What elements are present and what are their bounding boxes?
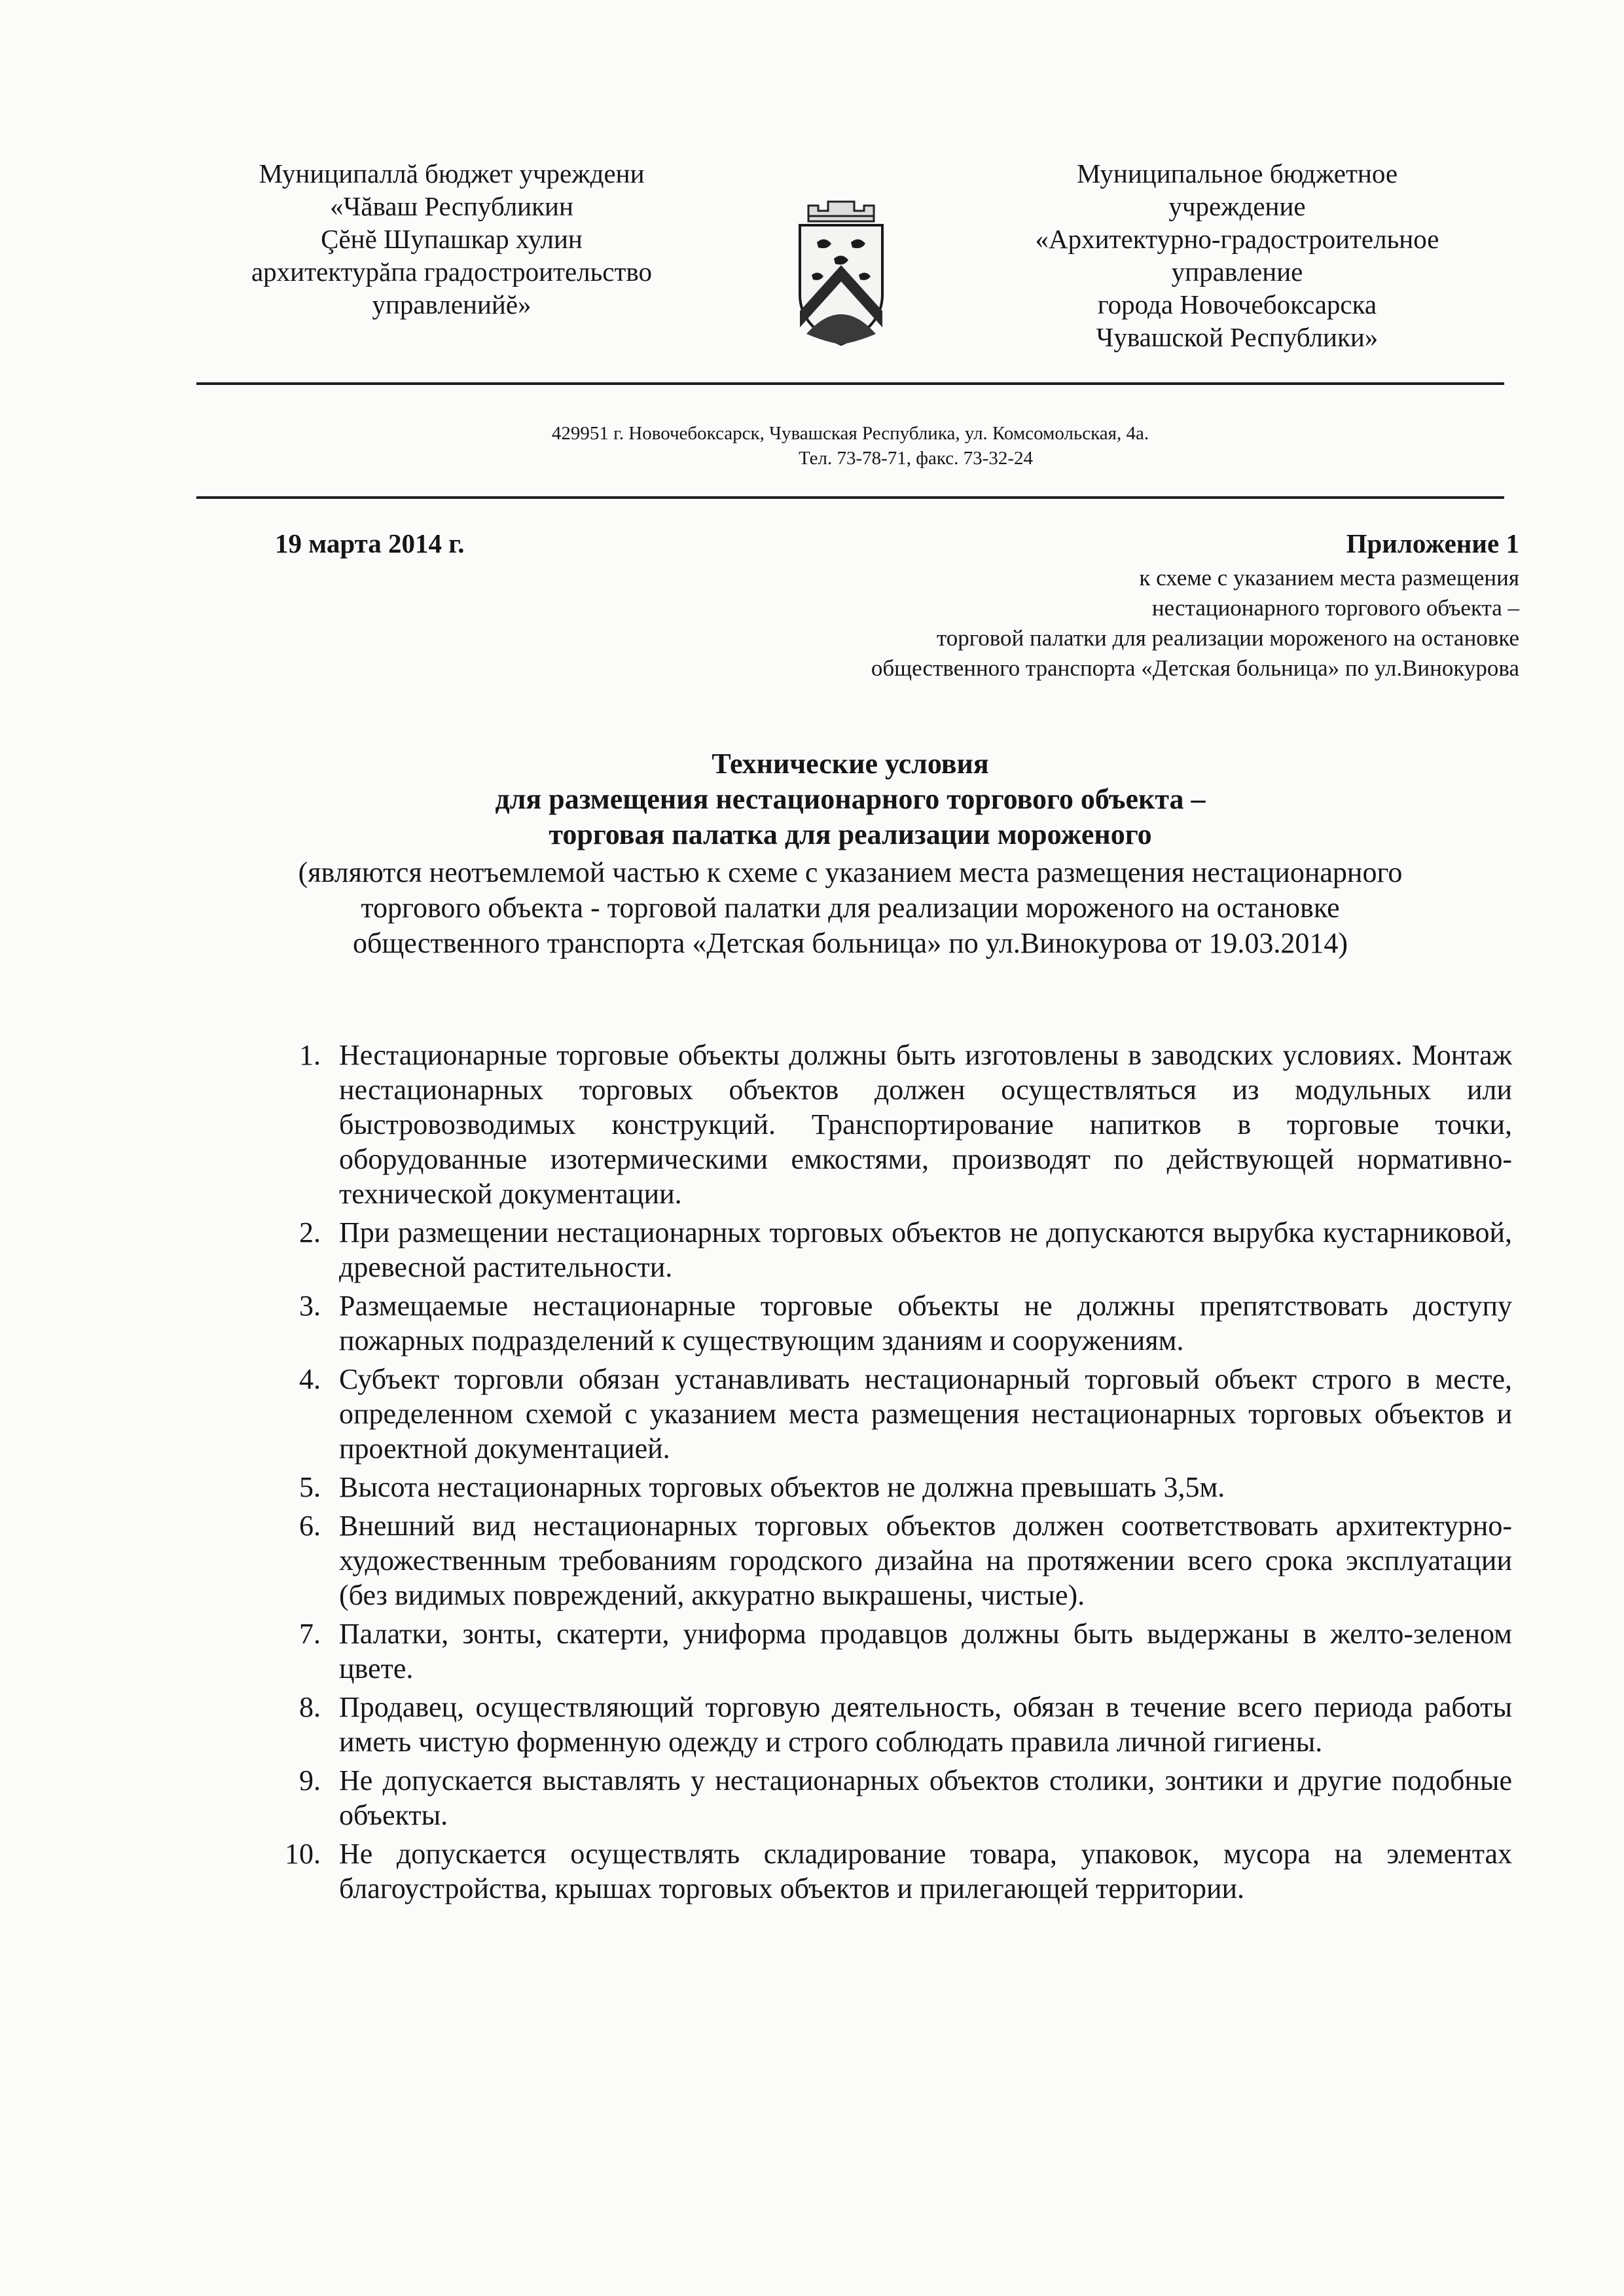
document-subtitle	[196, 855, 1504, 961]
header-right-line: города Новочебоксарска	[1097, 289, 1377, 319]
title-line: для размещения нестационарного торгового объекта –	[495, 783, 1206, 815]
subtitle-line: (являются неотъемлемой частью к схеме с указанием места размещения нестационарного	[298, 856, 1403, 888]
document-date: 19 марта 2014 г.	[275, 528, 465, 558]
item-number: 2.	[299, 1216, 321, 1248]
header-divider-bottom	[196, 496, 1504, 499]
item-text: Нестационарные торговые объекты должны быть изготовлены в заводских условиях. Монтаж нестационарных торговых объектов должен осуществляться из модульных или быстровозводимых конструкций. Транспортирование напитков в торговые точки, оборудованные изотермическими емкостями, производят по действующей нормативно-технической документации.	[339, 1039, 1512, 1210]
header-divider-top	[196, 382, 1504, 385]
list-item	[288, 1362, 1512, 1466]
item-number: 4.	[299, 1363, 321, 1395]
header-right-line: «Архитектурно-градостроительное	[1035, 224, 1439, 254]
subtitle-line: общественного транспорта «Детская больница» по ул.Винокурова от 19.03.2014)	[352, 927, 1348, 959]
appendix-line: общественного транспорта «Детская больница» по ул.Винокурова	[871, 655, 1519, 681]
item-text: Высота нестационарных торговых объектов не должна превышать 3,5м.	[339, 1471, 1225, 1503]
header-left-org-name	[196, 157, 707, 321]
header-right-line: Муниципальное бюджетное	[1076, 158, 1398, 189]
list-item	[288, 1288, 1512, 1358]
item-text: Размещаемые нестационарные торговые объекты не должны препятствовать доступу пожарных подразделений к существующим зданиям и сооружениям.	[339, 1290, 1512, 1357]
item-number: 1.	[299, 1039, 321, 1071]
header-left-line: Çĕнĕ Шупашкар хулин	[321, 224, 583, 254]
list-item	[285, 1836, 1512, 1906]
item-number: 6.	[299, 1510, 321, 1542]
title-line: торговая палатка для реализации мороженого	[549, 818, 1152, 850]
subtitle-line: торгового объекта - торговой палатки для реализации мороженого на остановке	[361, 892, 1340, 924]
header-right-line: учреждение	[1168, 191, 1306, 221]
item-number: 7.	[299, 1618, 321, 1650]
header-left-line: «Чăваш Республикин	[330, 191, 573, 221]
item-text: Продавец, осуществляющий торговую деятельность, обязан в течение всего периода работы иметь чистую форменную одежду и строго соблюдать правила личной гигиены.	[339, 1691, 1512, 1758]
title-line: Технические условия	[712, 748, 989, 780]
list-item	[288, 1038, 1512, 1211]
appendix-line: к схеме с указанием места размещения	[1139, 565, 1519, 591]
list-item	[288, 1763, 1512, 1832]
item-text: Палатки, зонты, скатерти, униформа продавцов должны быть выдержаны в желто-зеленом цвете.	[339, 1618, 1512, 1685]
appendix-line: нестационарного торгового объекта –	[1151, 595, 1519, 621]
item-text: При размещении нестационарных торговых объектов не допускаются вырубка кустарниковой, древесной растительности.	[339, 1216, 1512, 1283]
header-left-line: управленийĕ»	[372, 289, 532, 319]
conditions-list	[285, 1038, 1512, 1910]
appendix-reference	[871, 563, 1519, 683]
list-item	[288, 1215, 1512, 1285]
item-number: 3.	[299, 1290, 321, 1322]
header-right-line: управление	[1171, 257, 1303, 287]
address-line: 429951 г. Новочебоксарск, Чувашская Республика, ул. Комсомольская, 4а.	[551, 423, 1149, 444]
header-right-line: Чувашской Республики»	[1096, 322, 1379, 352]
item-number: 8.	[299, 1691, 321, 1723]
list-item	[288, 1470, 1512, 1504]
item-text: Не допускается выставлять у нестационарных объектов столики, зонтики и другие подобные объекты.	[339, 1764, 1512, 1831]
item-text: Субъект торговли обязан устанавливать нестационарный торговый объект строго в месте, определенном схемой с указанием места размещения нестационарных торговых объектов и проектной документацией.	[339, 1363, 1512, 1465]
document-title	[196, 746, 1504, 852]
item-text: Внешний вид нестационарных торговых объектов должен соответствовать архитектурно-художественным требованиям городского дизайна на протяжении всего срока эксплуатации (без видимых повреждений, аккуратно выкрашены, чистые).	[339, 1510, 1512, 1611]
header-left-line: архитектурăпа градостроительство	[251, 257, 653, 287]
header-right-org-name	[956, 157, 1519, 354]
list-item	[288, 1616, 1512, 1686]
list-item	[288, 1508, 1512, 1613]
header-left-line: Муниципаллă бюджет учреждени	[259, 158, 645, 189]
item-number: 9.	[299, 1764, 321, 1796]
item-number: 5.	[299, 1471, 321, 1503]
item-number: 10.	[285, 1838, 321, 1870]
appendix-title: Приложение 1	[1346, 528, 1519, 558]
list-item	[288, 1690, 1512, 1759]
phone-fax-line: Тел. 73-78-71, факс. 73-32-24	[799, 448, 1033, 469]
appendix-line: торговой палатки для реализации мороженого на остановке	[936, 625, 1519, 651]
item-text: Не допускается осуществлять складирование товара, упаковок, мусора на элементах благоустройства, крышах торговых объектов и прилегающей территории.	[339, 1838, 1512, 1904]
coat-of-arms-icon	[792, 196, 890, 347]
